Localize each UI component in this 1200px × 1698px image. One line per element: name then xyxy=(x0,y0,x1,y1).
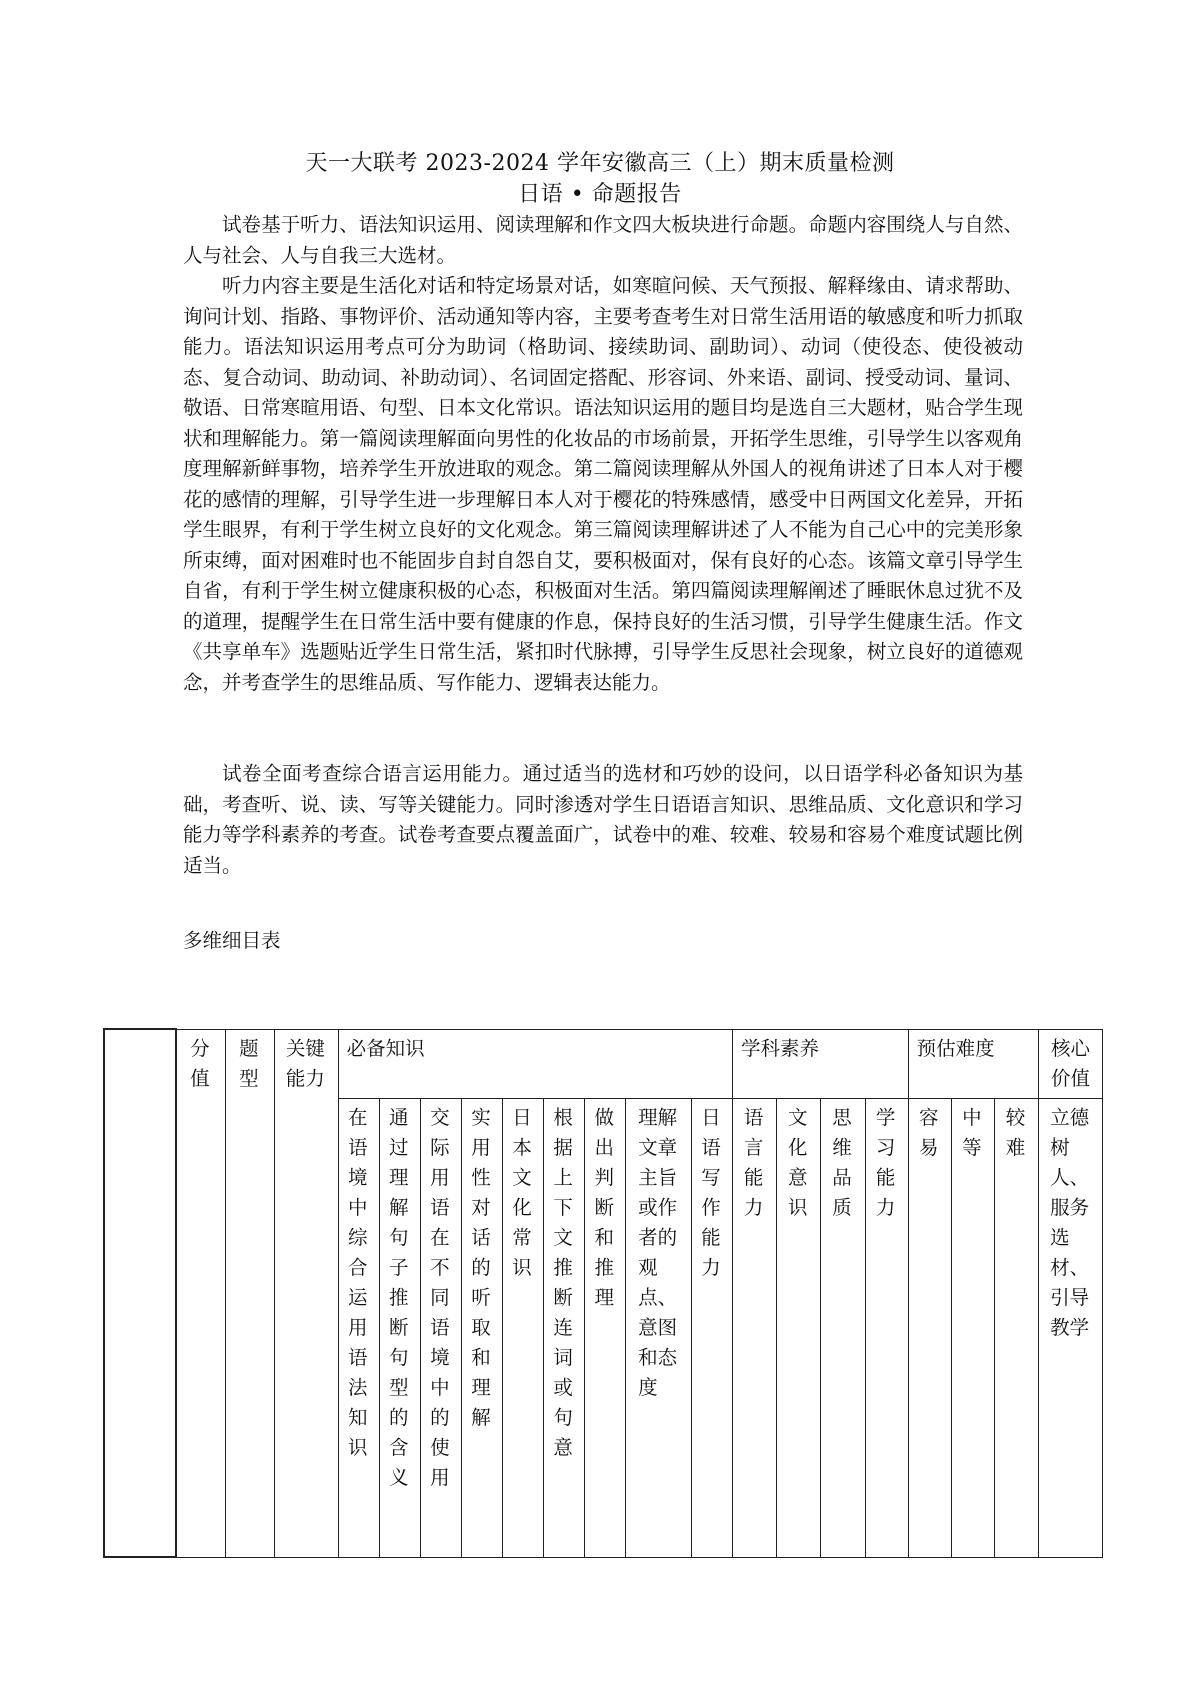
knowledge-item: 交际用语在不同语境中的使用 xyxy=(420,1098,461,1557)
table-blank-cell xyxy=(104,1029,176,1557)
header-value: 核心价值 xyxy=(1039,1029,1103,1098)
value-item: 立德树人、服务选材、引导教学 xyxy=(1039,1098,1103,1557)
knowledge-item: 日本文化常识 xyxy=(502,1098,543,1557)
header-score: 分值 xyxy=(176,1029,225,1557)
paragraph-summary: 试卷全面考查综合语言运用能力。通过适当的选材和巧妙的设问，以日语学科必备知识为基础，考查听、说、读、写等关键能力。同时渗透对学生日语语言知识、思维品质、文化意识和学习能力等学科素养的考查。试卷考查要点覆盖面广，试卷中的难、较难、较易和容易个难度试题比例适当。 xyxy=(183,762,1023,877)
knowledge-item: 在语境中综合运用语法知识 xyxy=(338,1098,379,1557)
difficulty-item: 中等 xyxy=(951,1098,994,1557)
knowledge-item: 通过理解句子推断句型的含义 xyxy=(379,1098,420,1557)
difficulty-item: 较难 xyxy=(994,1098,1038,1557)
knowledge-item: 理解文章主旨或作者的观点、意图和态度 xyxy=(626,1098,692,1557)
knowledge-item: 做出判断和推理 xyxy=(585,1098,626,1557)
knowledge-item: 日语写作能力 xyxy=(691,1098,732,1557)
header-literacy: 学科素养 xyxy=(733,1029,909,1098)
literacy-item: 语言能力 xyxy=(733,1098,777,1557)
knowledge-item: 实用性对话的听取和理解 xyxy=(461,1098,502,1557)
document-title: 天一大联考 2023-2024 学年安徽高三（上）期末质量检测 xyxy=(305,151,895,176)
difficulty-item: 容易 xyxy=(908,1098,951,1557)
literacy-item: 思维品质 xyxy=(821,1098,865,1557)
paragraph-content: 听力内容主要是生活化对话和特定场景对话，如寒暄问候、天气预报、解释缘由、请求帮助、询问计划、指路、事物评价、活动通知等内容，主要考查考生对日常生活用语的敏感度和听力抓取能力。语法知识运用考点可分为助词（格助词、接续助词、副助词）、动词（使役态、使役被动态、复合动词、助动词、补助动词）、名词固定搭配、形容词、外来语、副词、授受动词、量词、敬语、日常寒暄用语、句型、日本文化常识。语法知识运用的题目均是选自三大题材，贴合学生现状和理解能力。第一篇阅读理解面向男性的化妆品的市场前景，开拓学生思维，引导学生以客观角度理解新鲜事物，培养学生开放进取的观念。第二篇阅读理解从外国人的视角讲述了日本人对于樱花的感情的理解，引导学生进一步理解日本人对于樱花的特殊感情，感受中日两国文化差异，开拓学生眼界，有利于学生树立良好的文化观念。第三篇阅读理解讲述了人不能为自己心中的完美形象所束缚，面对困难时也不能固步自封自怨自艾，要积极面对，保有良好的心态。该篇文章引导学生自省，有利于学生树立健康积极的心态，积极面对生活。第四篇阅读理解阐述了睡眠休息过犹不及的道理，提醒学生在日常生活中要有健康的作息，保持良好的生活习惯，引导学生健康生活。作文《共享单车》选题贴近学生日常生活，紧扣时代脉搏，引导学生反思社会现象，树立良好的道德观念，并考查学生的思维品质、写作能力、逻辑表达能力。 xyxy=(183,274,1023,694)
header-ability: 关键能力 xyxy=(274,1029,338,1557)
table-label: 多维细目表 xyxy=(183,929,281,952)
header-type: 题型 xyxy=(225,1029,274,1557)
knowledge-item: 根据上下文推断连词或句意 xyxy=(544,1098,585,1557)
specification-table xyxy=(103,1028,1103,1558)
literacy-item: 文化意识 xyxy=(777,1098,821,1557)
paragraph-intro: 试卷基于听力、语法知识运用、阅读理解和作文四大板块进行命题。命题内容围绕人与自然、人与社会、人与自我三大选材。 xyxy=(183,213,1023,267)
header-knowledge: 必备知识 xyxy=(338,1029,732,1098)
literacy-item: 学习能力 xyxy=(865,1098,908,1557)
header-difficulty: 预估难度 xyxy=(908,1029,1038,1098)
document-subtitle: 日语 • 命题报告 xyxy=(518,182,682,207)
